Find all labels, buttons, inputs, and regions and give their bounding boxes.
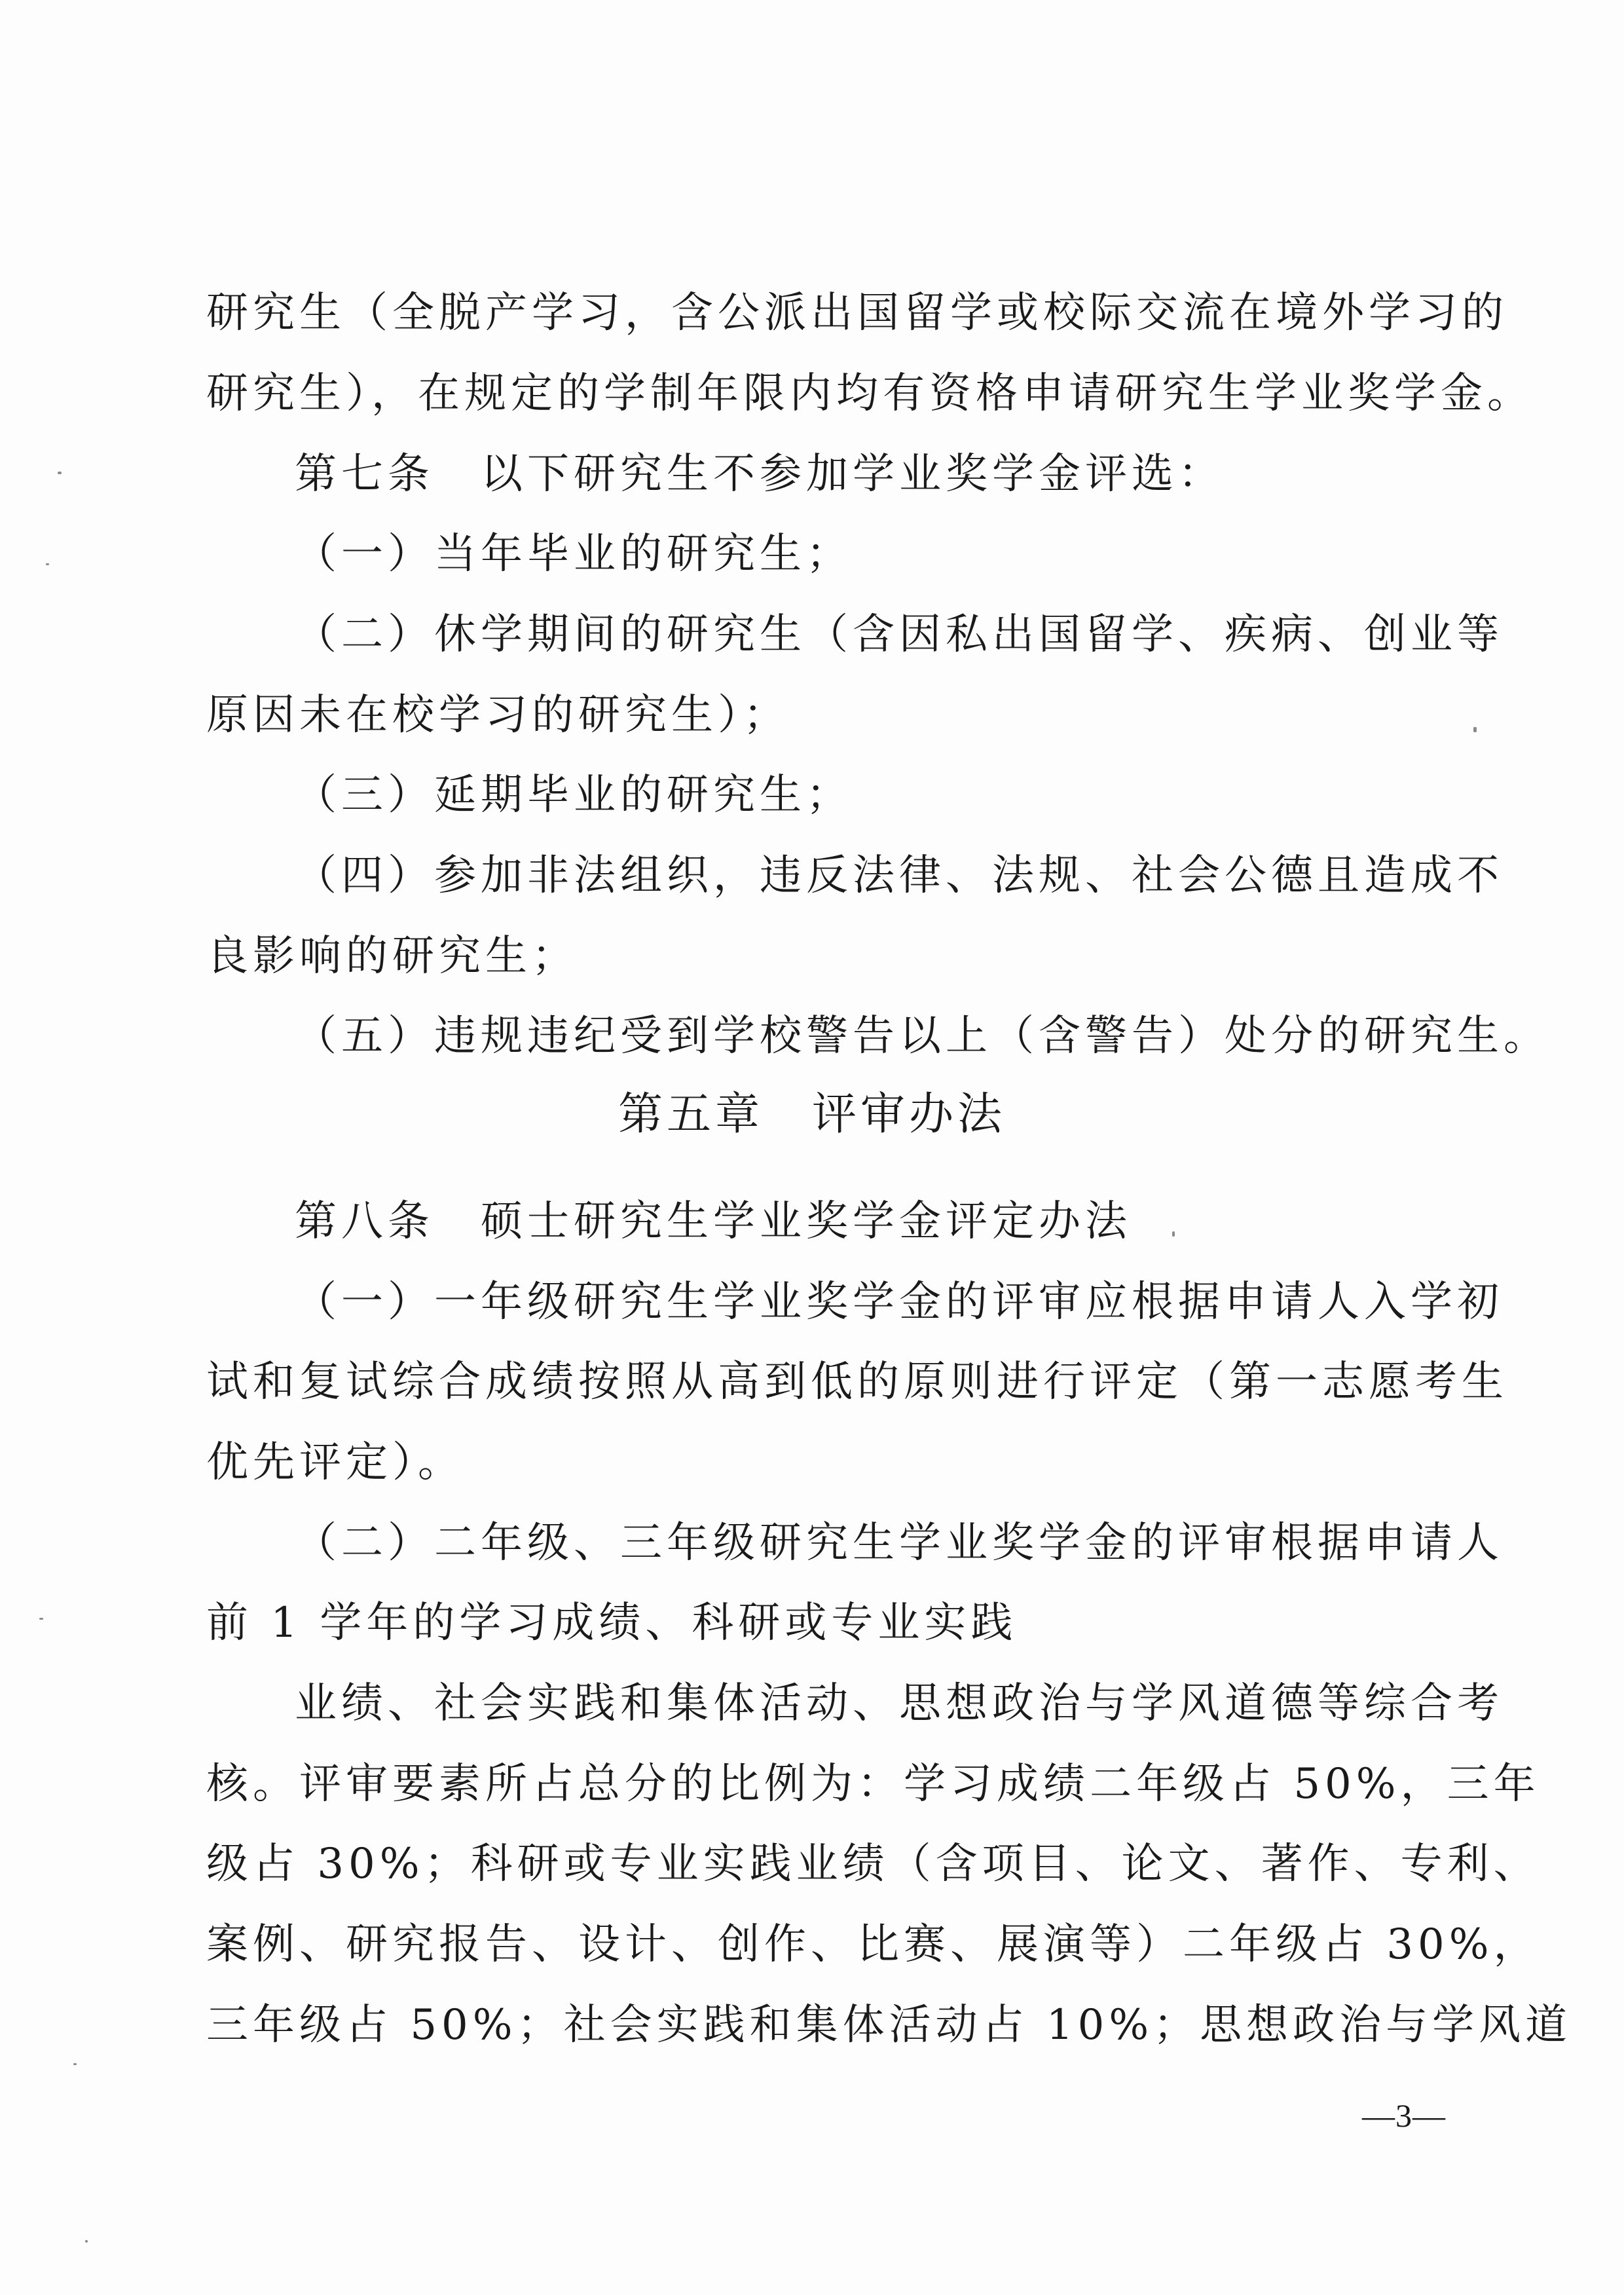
scan-speck	[58, 472, 62, 474]
list-item: （一）一年级研究生学业奖学金的评审应根据申请人入学初	[295, 1278, 1504, 1326]
article-8-heading: 第八条 硕士研究生学业奖学金评定办法	[295, 1197, 1132, 1246]
body-text-line: 原因未在校学习的研究生）；	[206, 691, 790, 739]
body-text-line: 良影响的研究生；	[206, 932, 578, 980]
body-text-line: 试和复试综合成绩按照从高到低的原则进行评定（第一志愿考生	[206, 1358, 1508, 1406]
body-text-line: 核。评审要素所占总分的比例为：学习成绩二年级占 50%，三年	[206, 1760, 1540, 1808]
body-text-line: 前 1 学年的学习成绩、科研或专业实践	[206, 1599, 1018, 1647]
list-item: （三）延期毕业的研究生；	[295, 771, 853, 819]
body-text-line: 案例、研究报告、设计、创作、比赛、展演等）二年级占 30%，	[206, 1920, 1540, 1969]
scan-speck	[39, 1618, 43, 1620]
list-item: （二）休学期间的研究生（含因私出国留学、疾病、创业等	[295, 610, 1504, 659]
chapter-heading: 第五章 评审办法	[618, 1089, 1006, 1140]
scan-speck	[1473, 727, 1477, 732]
scan-speck	[1172, 1231, 1175, 1237]
list-item: （二）二年级、三年级研究生学业奖学金的评审根据申请人	[295, 1519, 1504, 1567]
list-item: （四）参加非法组织，违反法律、法规、社会公德且造成不	[295, 851, 1504, 900]
body-text-line: 三年级占 50%；社会实践和集体活动占 10%；思想政治与学风道	[206, 2001, 1572, 2049]
body-text-line: 级占 30%；科研或专业实践业绩（含项目、论文、著作、专利、	[206, 1840, 1540, 1888]
scan-speck	[46, 563, 49, 565]
body-text-line: 优先评定）。	[206, 1438, 464, 1487]
page-number: —3—	[1362, 2097, 1446, 2134]
list-item: （一）当年毕业的研究生；	[295, 530, 853, 578]
body-text-line: 研究生），在规定的学制年限内均有资格申请研究生学业奖学金。	[206, 369, 1534, 418]
list-item: （五）违规违纪受到学校警告以上（含警告）处分的研究生。	[295, 1012, 1550, 1060]
article-7-heading: 第七条 以下研究生不参加学业奖学金评选：	[295, 450, 1225, 498]
scan-speck	[73, 2063, 77, 2065]
body-text-line: 业绩、社会实践和集体活动、思想政治与学风道德等综合考	[295, 1679, 1504, 1728]
scan-speck	[85, 2240, 88, 2243]
body-text-line: 研究生（全脱产学习，含公派出国留学或校际交流在境外学习的	[206, 289, 1508, 337]
